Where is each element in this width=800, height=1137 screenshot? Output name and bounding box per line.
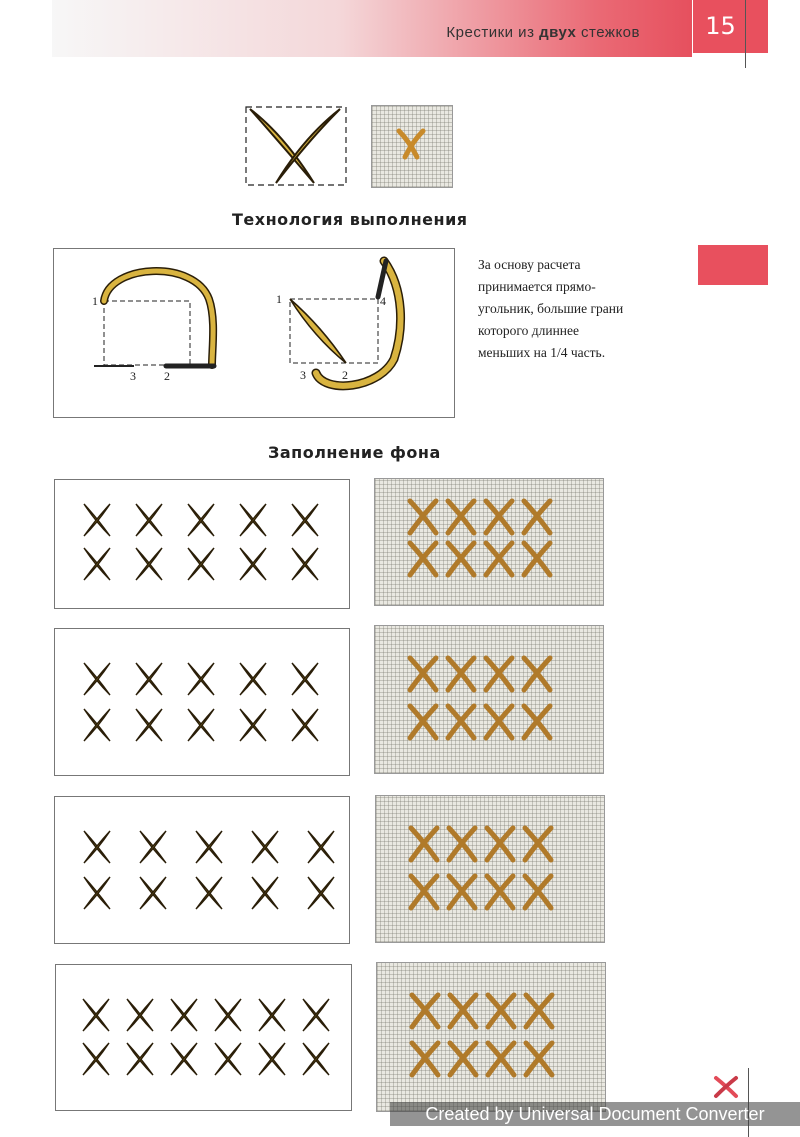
pattern-photo-1 [374,478,604,606]
label-right-3: 3 [300,368,306,382]
pattern-1-stitches [55,480,349,608]
pattern-4-stitches [56,965,351,1110]
label-left-1: 1 [92,294,98,308]
pattern-diagram-2 [54,628,350,776]
pattern-diagram-1 [54,479,350,609]
technology-panel [53,248,455,418]
pattern-3-stitches [55,797,349,943]
description-line: меньших на 1/4 часть. [478,345,606,360]
description-line: угольник, большие грани [478,301,624,316]
description-line: которого длиннее [478,323,580,338]
pattern-diagram-3 [54,796,350,944]
side-tab [698,245,768,285]
converter-watermark: Created by Universal Document Converter [390,1102,800,1126]
technology-diagram [54,249,454,417]
pattern-2-stitches [55,629,349,775]
label-right-2: 2 [342,368,348,382]
section-title-background: Заполнение фона [268,443,441,462]
label-right-1: 1 [276,292,282,306]
pattern-diagram-4 [55,964,352,1111]
page-number: 15 [705,12,736,40]
pattern-photo-4-stitches [377,963,605,1111]
cross-stitch-icon [712,1074,740,1100]
chapter-title: Крестики из двух стежков [446,24,640,41]
pattern-photo-1-stitches [375,479,603,605]
cross-stitch-sample-mark [395,125,427,161]
label-left-2: 2 [164,369,170,383]
pattern-photo-2 [374,625,604,774]
technology-description [478,254,678,364]
label-right-4: 4 [380,294,386,308]
pattern-photo-4 [376,962,606,1112]
cross-stitch-diagram [244,105,348,187]
margin-line [745,0,746,68]
pattern-photo-2-stitches [375,626,603,773]
description-line: принимается прямо- [478,279,596,294]
page-number-box [693,0,768,53]
section-title-technology: Технология выполнения [232,210,468,229]
pattern-photo-3 [375,795,605,943]
label-left-3: 3 [130,369,136,383]
description-line: За основу расчета [478,257,581,272]
pattern-photo-3-stitches [376,796,604,942]
